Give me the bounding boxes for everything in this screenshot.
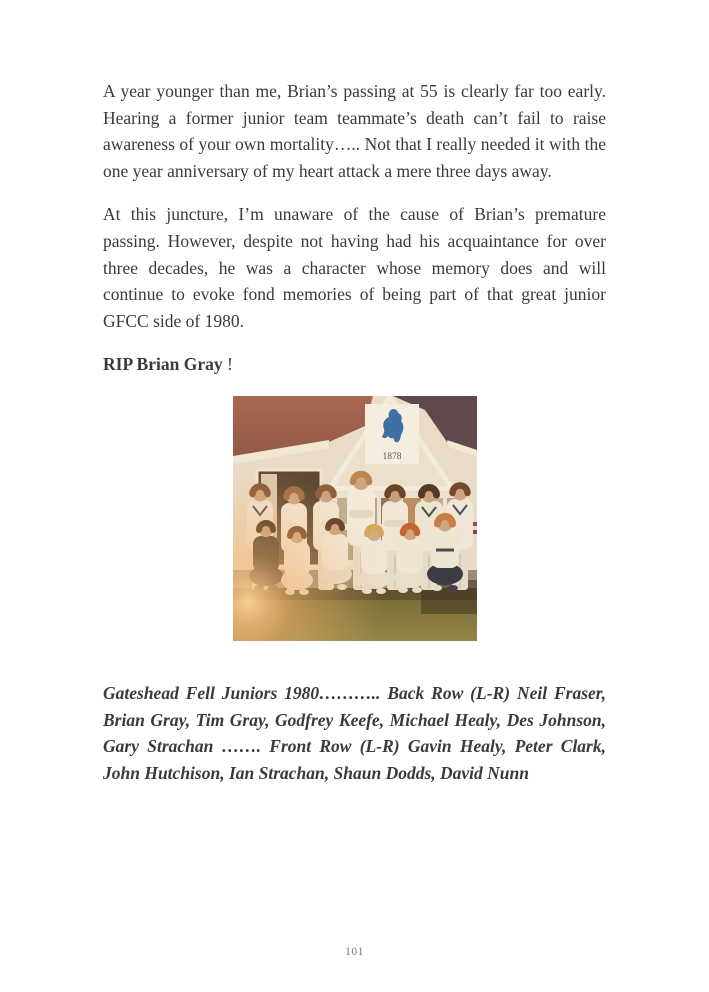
page-number: 101: [345, 946, 364, 958]
page-content: [103, 78, 606, 786]
rip-line-bold-text: RIP Brian Gray: [103, 354, 223, 375]
rip-line-suffix: !: [222, 354, 233, 375]
team-photo-figure: [233, 396, 477, 641]
rip-line: [103, 351, 606, 378]
paragraph-2: At this juncture, I’m unaware of the cause of Brian’s premature passing. However, despite not having had his acquaintance for over three decades, he was a character whose memory does and will continue to evoke fond memories of being part of that great junior GFCC side of 1980.: [103, 204, 606, 331]
paragraph-1: A year younger than me, Brian’s passing at 55 is clearly far too early. Hearing a former junior team teammate’s death can’t fail to raise awareness of your own mortality….. Not that I really needed it with the one year anniversary of my heart attack a mere three days away.: [103, 81, 606, 181]
team-photo: [233, 396, 477, 641]
photo-flare: [233, 396, 477, 641]
photo-caption: Gateshead Fell Juniors 1980……….. Back Row (L-R) Neil Fraser, Brian Gray, Tim Gray, Godfrey Keefe, Michael Healy, Des Johnson, Gary Strachan ……. Front Row (L-R) Gavin Healy, Peter Clark, John Hutchison, Ian Strachan, Shaun Dodds, David Nunn: [103, 682, 606, 783]
